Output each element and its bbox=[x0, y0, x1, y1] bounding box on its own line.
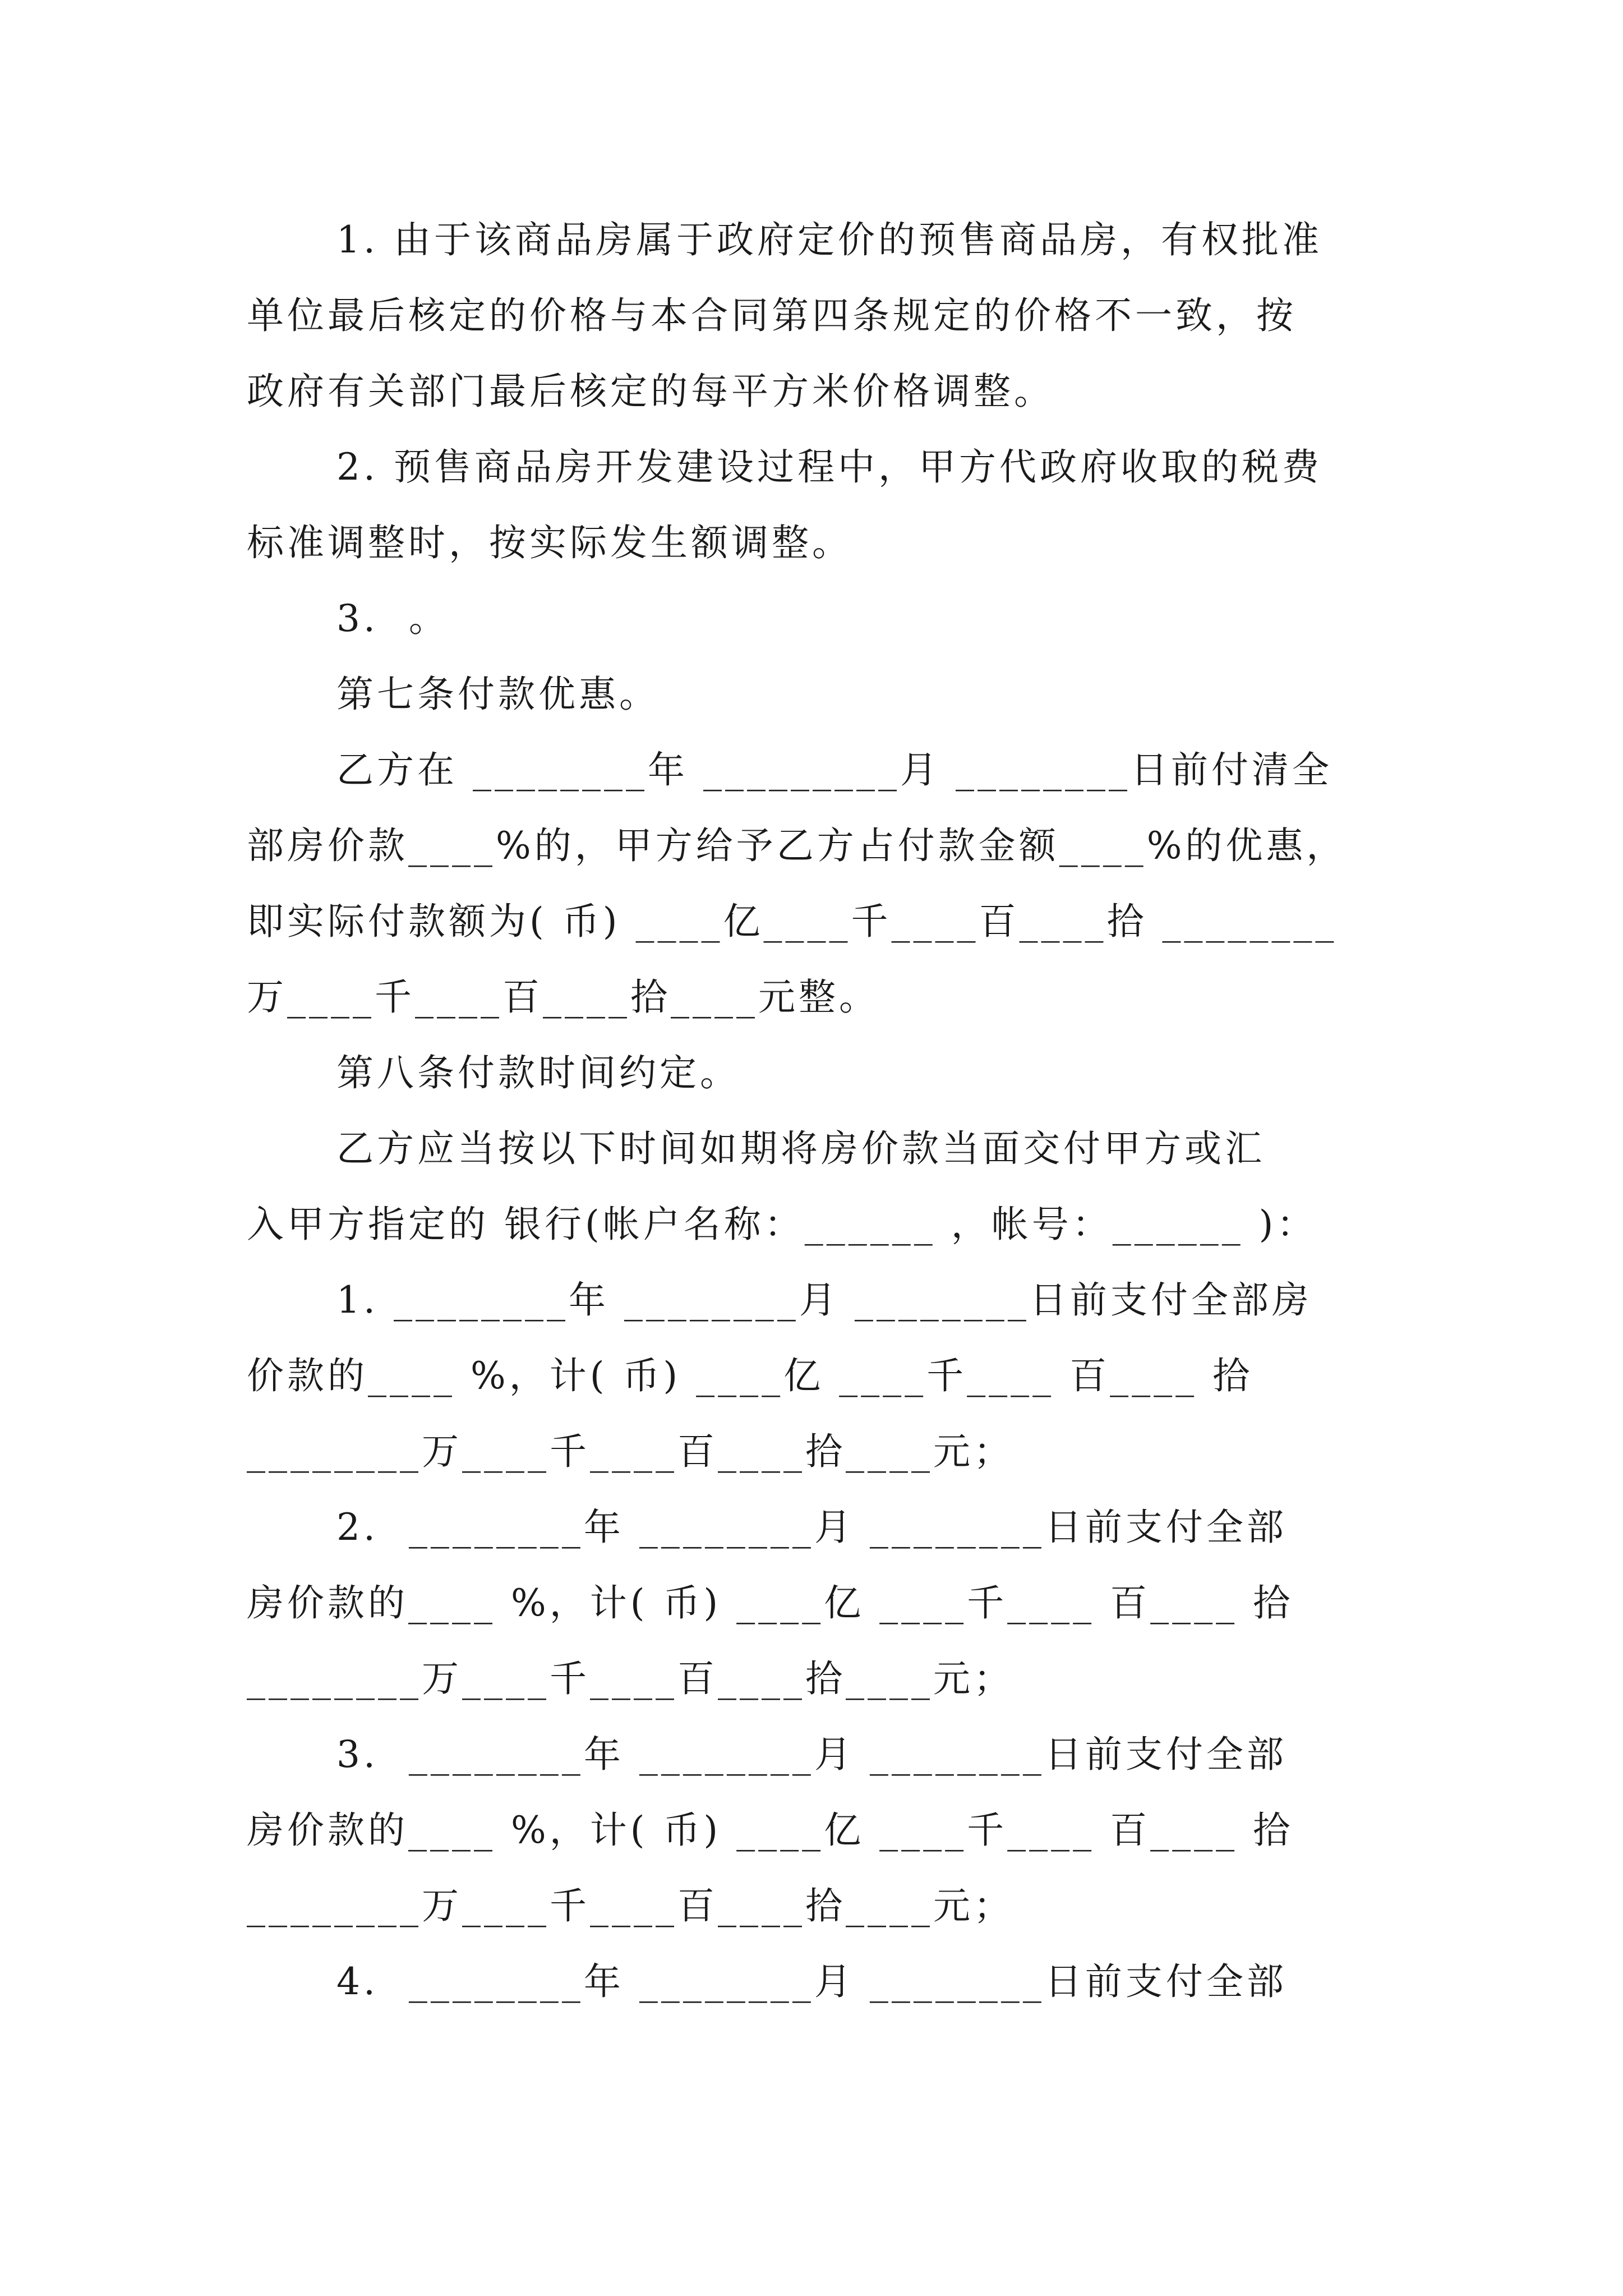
payment-3-line-2: 房价款的____ %，计( 币) ____亿 ____千____ 百____ 拾 bbox=[247, 1809, 1294, 1852]
payment-1-line-3: ________万____千____百____拾____元； bbox=[247, 1430, 1014, 1473]
clause-6-item-1-line-2: 单位最后核定的价格与本合同第四条规定的价格不一致，按 bbox=[247, 294, 1297, 337]
clause-7-body-line-2: 部房价款____%的，甲方给予乙方占付款金额____%的优惠， bbox=[247, 824, 1347, 867]
clause-6-item-1-line-3: 政府有关部门最后核定的每平方米价格调整。 bbox=[247, 370, 1054, 413]
payment-1-line-1: 1. ________年 ________月 ________日前支付全部房 bbox=[336, 1278, 1312, 1322]
clause-6-item-3: 3. 。 bbox=[336, 597, 449, 640]
payment-2-line-1: 2. ________年 ________月 ________日前支付全部 bbox=[336, 1506, 1287, 1549]
payment-4-line-1: 4. ________年 ________月 ________日前支付全部 bbox=[336, 1960, 1287, 2003]
clause-6-item-2-line-2: 标准调整时，按实际发生额调整。 bbox=[247, 521, 852, 564]
clause-6-item-2-line-1: 2. 预售商品房开发建设过程中，甲方代政府收取的税费 bbox=[336, 445, 1322, 489]
payment-1-line-2: 价款的____ %，计( 币) ____亿 ____千____ 百____ 拾 bbox=[247, 1354, 1253, 1397]
payment-2-line-2: 房价款的____ %，计( 币) ____亿 ____千____ 百____ 拾 bbox=[247, 1581, 1294, 1625]
payment-2-line-3: ________万____千____百____拾____元； bbox=[247, 1657, 1014, 1700]
clause-8-body-line-1: 乙方应当按以下时间如期将房价款当面交付甲方或汇 bbox=[336, 1127, 1265, 1170]
clause-8-heading: 第八条付款时间约定。 bbox=[336, 1051, 740, 1094]
payment-3-line-3: ________万____千____百____拾____元； bbox=[247, 1884, 1014, 1927]
clause-8-body-line-2: 入甲方指定的 银行(帐户名称：______ ，帐号：______ )： bbox=[247, 1203, 1317, 1246]
clause-7-heading: 第七条付款优惠。 bbox=[336, 673, 660, 716]
clause-7-body-line-3: 即实际付款额为( 币) ____亿____千____百____拾 ________ bbox=[247, 900, 1338, 943]
clause-7-body-line-4: 万____千____百____拾____元整。 bbox=[247, 976, 879, 1019]
clause-6-item-1-line-1: 1. 由于该商品房属于政府定价的预售商品房，有权批准 bbox=[336, 218, 1322, 261]
clause-7-body-line-1: 乙方在 ________年 _________月 ________日前付清全 bbox=[336, 748, 1332, 792]
payment-3-line-1: 3. ________年 ________月 ________日前支付全部 bbox=[336, 1733, 1287, 1776]
